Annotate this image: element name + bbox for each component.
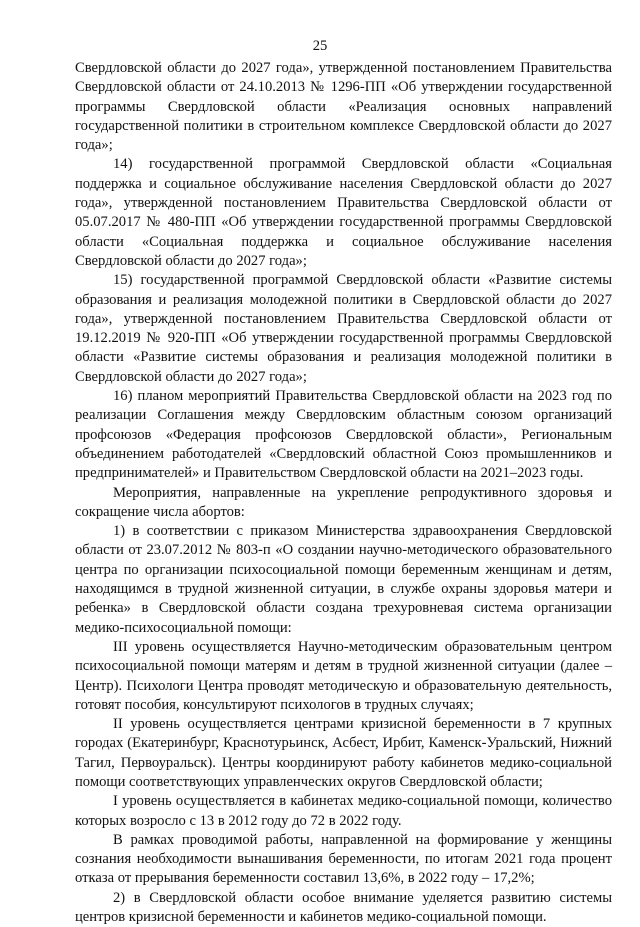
paragraph-item-16: 16) планом мероприятий Правительства Свердловской области на 2023 год по реализации Соглашения между Свердловским областным союзом организаций профсоюзов «Федерация профсоюзов Свердловской области», Региональным объединением работодателей «Свердловский областной Союз промышленников и предпринимателей» и Правительством Свердловской области на 2021–2023 годы.: [75, 388, 612, 482]
paragraph-measure-2: 2) в Свердловской области особое внимание уделяется развитию системы центров кризисной беременности и кабинетов медико-социальной помощи.: [75, 889, 612, 926]
paragraph-continuation: Свердловской области до 2027 года», утвержденной постановлением Правительства Свердловской области от 24.10.2013 № 1296-ПП «Об утверждении государственной программы Свердловской области «Реализация основных направлений государственной политики в строительном комплексе Свердловской области до 2027 года»;: [75, 60, 612, 154]
paragraph-measures-heading: Мероприятия, направленные на укрепление репродуктивного здоровья и сокращение числа абортов:: [75, 484, 612, 520]
page-number: 25: [312, 38, 328, 54]
paragraph-measure-1: 1) в соответствии с приказом Министерства здравоохранения Свердловской области от 23.07.2012 № 803-п «О создании научно-методического образовательного центра по организации психосоциальной помощи беременным женщинам и детям, находящимся в трудной жизненной ситуации, в службе охраны здоровья матери и ребенка» в Свердловской области создана трехуровневая система организации медико-психосоциальной помощи:: [75, 523, 612, 636]
paragraph-level-3: III уровень осуществляется Научно-методическим образовательным центром психосоциальной помощи матерям и детям в трудной жизненной ситуации (далее – Центр). Психологи Центра проводят методическую и образовательную деятельность, готовят пособия, консультируют психологов в трудных случаях;: [75, 638, 612, 713]
paragraph-level-2: II уровень осуществляется центрами кризисной беременности в 7 крупных городах (Екатеринбург, Краснотурьинск, Асбест, Ирбит, Каменск-Уральский, Нижний Тагил, Первоуральск). Центры координируют работу кабинетов медико-социальной помощи соответствующих управленческих округов Свердловской области;: [75, 716, 612, 790]
document-body: [75, 59, 612, 927]
paragraph-item-14: 14) государственной программой Свердловской области «Социальная поддержка и социальное обслуживание населения Свердловской области до 2027 года», утвержденной постановлением Правительства Свердловской области от 05.07.2017 № 480-ПП «Об утверждении государственной программы Свердловской области «Социальная поддержка и социальное обслуживание населения Свердловской области до 2027 года»;: [75, 156, 612, 269]
paragraph-results: В рамках проводимой работы, направленной на формирование у женщины сознания необходимости вынашивания беременности, по итогам 2021 года процент отказа от прерывания беременности составил 13,6%, в 2022 году – 17,2%;: [75, 831, 612, 887]
paragraph-level-1: I уровень осуществляется в кабинетах медико-социальной помощи, количество которых возросло с 13 в 2012 году до 72 в 2022 году.: [75, 793, 612, 829]
paragraph-item-15: 15) государственной программой Свердловской области «Развитие системы образования и реализация молодежной политики в Свердловской области до 2027 года», утвержденной постановлением Правительства Свердловской области от 19.12.2019 № 920-ПП «Об утверждении государственной программы Свердловской области «Развитие системы образования и реализация молодежной политики в Свердловской области до 2027 года»;: [75, 272, 612, 385]
